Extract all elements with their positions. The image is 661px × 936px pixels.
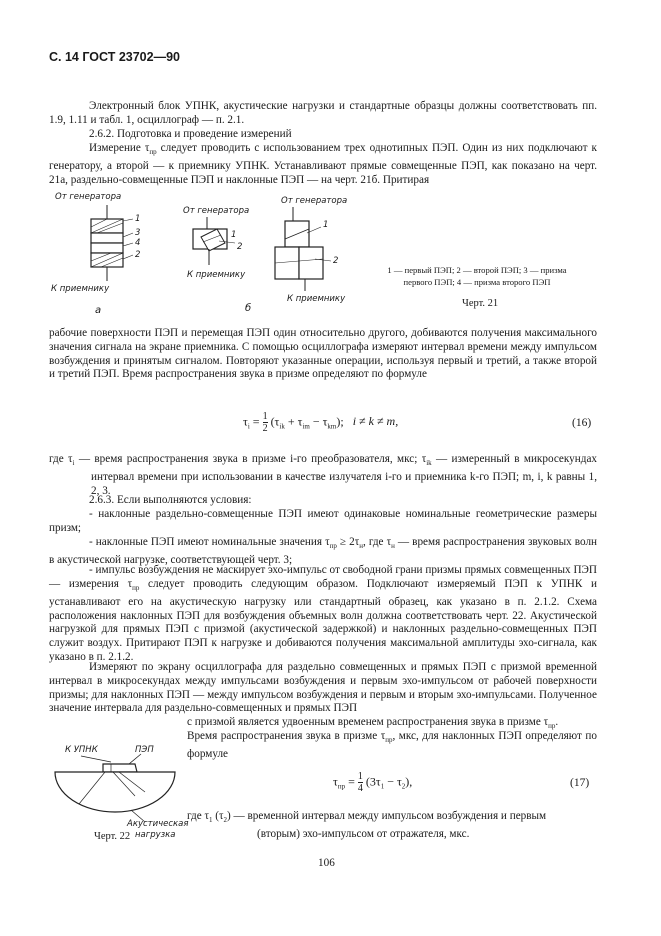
figure-21a [51, 192, 140, 316]
paragraph-continuation: с призмой является удвоенным временем распространения звука в призме $\tau_{пр}$. [187, 716, 559, 731]
section-heading: 2.6.3. Если выполняются условия: [89, 494, 252, 506]
label-from-generator: От генератора [281, 196, 348, 206]
equation-number-17: (17) [570, 777, 590, 789]
label-2: 2 [333, 256, 339, 266]
paragraph: Время распространения звука в призме $\tau_{пр}$, мкс, для наклонных ПЭП определяют по формуле [187, 730, 597, 761]
label-acoustic-load-2: нагрузка [135, 830, 176, 840]
equation-number-16: (16) [572, 417, 592, 429]
figure-21-legend: 1 — первый ПЭП; 2 — второй ПЭП; 3 — призма первого ПЭП; 4 — призма второго ПЭП [387, 265, 567, 287]
label-4: 4 [135, 238, 141, 248]
figure-21-caption: Черт. 21 [462, 298, 499, 309]
formula-16-explanation: где $\tau_i$ — время распространения звука в призме i-го преобразователя, мкс; $\tau_{ik}$ — измеренный в микросекундах интервал времени при использовании в качестве излучателя i-го и приемника k-го ПЭП; m, i, k равны 1, 2, 3. [49, 453, 598, 497]
condition-3: - импульс возбуждения не маскирует эхо-импульс от свободной грани призмы прямых совмещенных ПЭП — измерения $\tau_{пр}$ следует проводить следующим образом. Подключают измеряемый ПЭП к УПНК и устанавливают его на акустическую нагрузку или стандартный образец, как указано в п. 2.1.2. Схема расположения наклонных ПЭП для возбуждения объемных волн должна соответствовать черт. 22. Акустической нагрузкой для прямых ПЭП с призмой (акустической задержкой) и наклонных раздельно-совмещенных ПЭП служит воздух. Притирают ПЭП к нагрузке и добиваются получения максимальной амплитуды эхо-сигнала, как указано в п. 2.1.2. [49, 564, 597, 664]
page-header: С. 14 ГОСТ 23702—90 [49, 50, 180, 64]
paragraph: рабочие поверхности ПЭП и перемещая ПЭП один относительно другого, добиваются получения максимального значения сигнала на экране приемника. С помощью осциллографа измеряют интервал времени между импульсом возбуждения и принятым сигналом. Повторяют указанные операции, используя первый и третий, а также второй и третий ПЭП. Время распространения звука в призме определяют по формуле [49, 327, 597, 381]
formula-17-explanation: где $\tau_1$ $(\tau_2)$ — временной интервал между импульсом возбуждения и первым (вторым) эхо-импульсом от отражателя, мкс. [187, 810, 547, 841]
label-2: 2 [135, 250, 141, 260]
figure-21b-right [275, 196, 347, 304]
formula-17: $\tau_{пр}$ = $\frac{1}{4}$ $(3\tau_1 - \tau_2)$, [333, 771, 413, 794]
page-number: 106 [318, 857, 335, 869]
label-1: 1 [323, 220, 329, 230]
label-from-generator: От генератора [55, 192, 122, 202]
figure-22-caption: Черт. 22 [94, 831, 131, 842]
figure-21 [49, 185, 409, 325]
formula-16: $\tau_i$ = $\frac{1}{2}$ $(\tau_{ik} + \tau_{im} - \tau_{km})$; i ≠ k ≠ m, [243, 411, 399, 434]
section-heading: 2.6.2. Подготовка и проведение измерений [89, 128, 292, 140]
label-3: 3 [135, 228, 141, 238]
paragraph: Измерение $\tau_{пр}$ следует проводить с использованием трех однотипных ПЭП. Один из них подключают к генератору, а второй — к приемнику УПНК. Устанавливают прямые совмещенные ПЭП, как показано на черт. 21а, раздельно-совмещенные ПЭП и наклонные ПЭП — на черт. 21б. Притирая [49, 142, 597, 186]
label-1: 1 [231, 230, 237, 240]
paragraph: Электронный блок УПНК, акустические нагрузки и стандартные образцы должны соответствовать пп. 1.9, 1.11 и табл. 1, осциллограф — п. 2.1. [49, 100, 597, 126]
label-to-receiver: К приемнику [187, 270, 246, 280]
subfig-b: б [245, 303, 252, 314]
label-from-generator: От генератора [183, 206, 250, 216]
label-1: 1 [135, 214, 141, 224]
label-pep: ПЭП [135, 745, 154, 755]
label-to-receiver: К приемнику [287, 294, 346, 304]
label-acoustic-load-1: Акустическая [127, 819, 189, 829]
subfig-a: а [95, 305, 102, 316]
label-to-upnk: К УПНК [65, 745, 98, 755]
label-to-receiver: К приемнику [51, 284, 110, 294]
paragraph: Измеряют по экрану осциллографа для раздельно совмещенных и прямых ПЭП с призмой временной интервал в микросекундах между импульсами возбуждения и первым эхо-импульсом от рабочей поверхности призмы; для наклонных ПЭП — между импульсом возбуждения и первым и вторым эхо-импульсами. Полученное значение интервала для раздельно-совмещенных и прямых ПЭП [49, 661, 597, 715]
figure-21b-left [183, 206, 251, 314]
condition-1: - наклонные раздельно-совмещенные ПЭП имеют одинаковые номинальные геометрические размеры призм; [49, 508, 597, 534]
condition-2: - наклонные ПЭП имеют номинальные значения $\tau_{пр} \ge 2\tau_н$, где $\tau_н$ — время распространения звуковых волн в акустической нагрузке, соответствующей черт. 3; [49, 536, 598, 567]
label-2: 2 [237, 242, 243, 252]
